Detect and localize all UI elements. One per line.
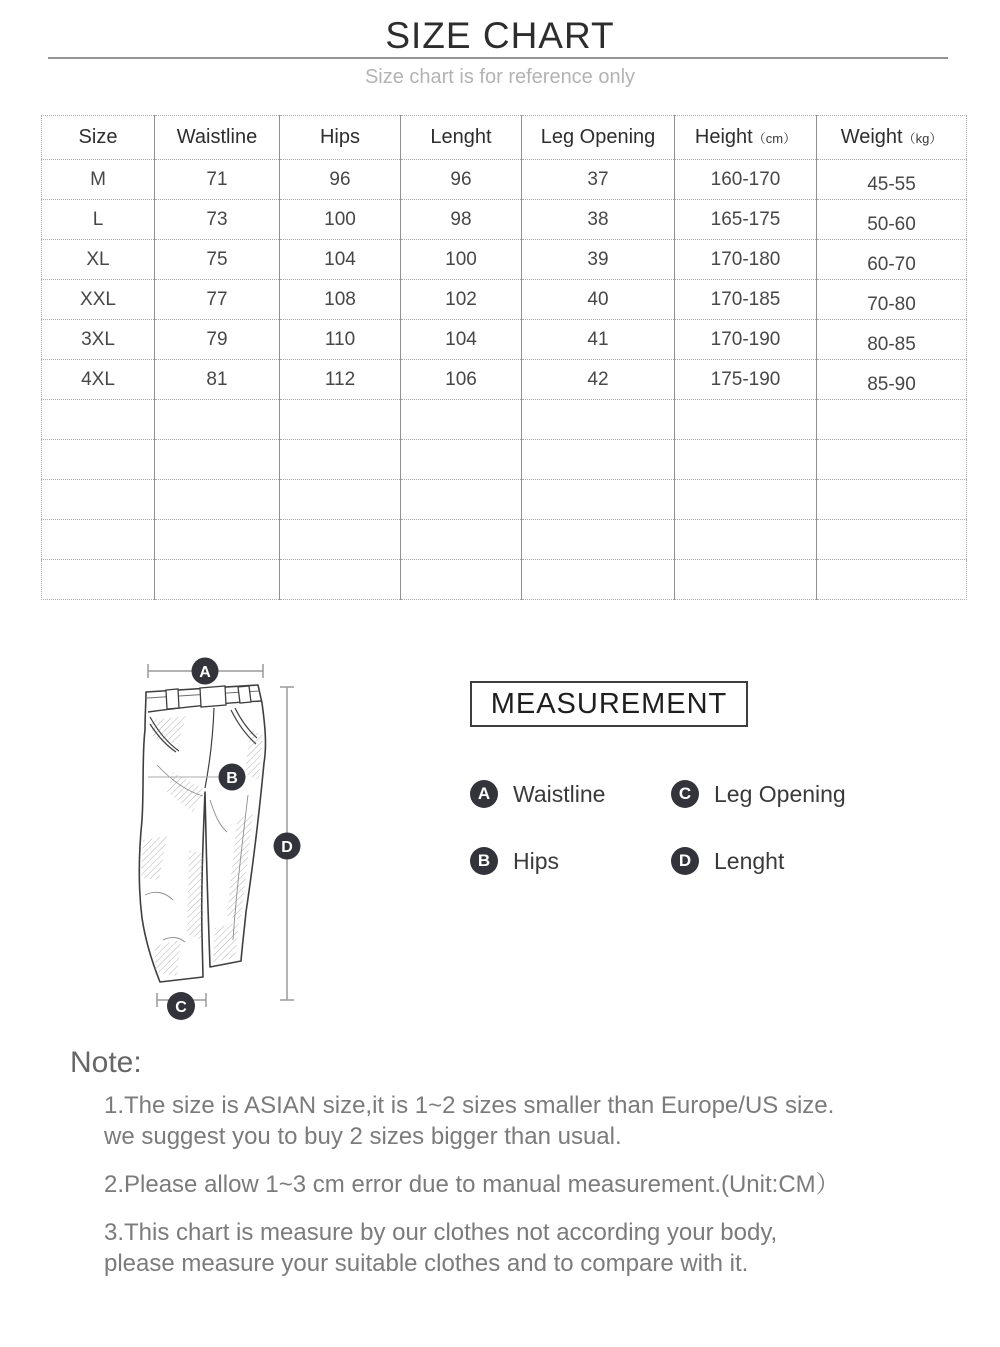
table-cell: 3XL xyxy=(42,320,155,360)
table-row xyxy=(42,280,967,320)
table-cell: 100 xyxy=(280,200,401,240)
diagram-badge-a xyxy=(192,658,219,685)
table-cell: 104 xyxy=(401,320,522,360)
empty-cell xyxy=(280,480,401,520)
column-header xyxy=(522,116,675,160)
table-cell: 165-175 xyxy=(675,200,817,240)
empty-cell xyxy=(401,560,522,600)
note-line: 2.Please allow 1~3 cm error due to manual measurement.(Unit:CM） xyxy=(104,1171,840,1198)
empty-cell xyxy=(817,520,967,560)
table-cell: 170-190 xyxy=(675,320,817,360)
table-cell: 79 xyxy=(155,320,280,360)
table-cell: 110 xyxy=(280,320,401,360)
column-header xyxy=(42,116,155,160)
note-list xyxy=(104,1090,974,1296)
empty-cell xyxy=(401,400,522,440)
pants-sketch xyxy=(139,685,265,982)
column-header-label: Size xyxy=(78,126,118,148)
svg-text:B: B xyxy=(226,770,238,787)
title-divider xyxy=(48,57,948,59)
empty-cell xyxy=(675,560,817,600)
column-header xyxy=(155,116,280,160)
table-cell: 112 xyxy=(280,360,401,400)
empty-cell xyxy=(42,440,155,480)
table-cell: 80-85 xyxy=(817,320,967,360)
note-line: 1.The size is ASIAN size,it is 1~2 sizes smaller than Europe/US size. xyxy=(104,1092,835,1119)
table-empty-row xyxy=(42,480,967,520)
legend-badge-d: D xyxy=(671,847,699,875)
column-header-label: Weight xyxy=(840,126,903,148)
legend-label: Waistline xyxy=(513,781,606,807)
legend-item-waistline xyxy=(470,780,671,847)
empty-cell xyxy=(522,520,675,560)
column-header-unit: （cm） xyxy=(752,131,797,146)
legend-badge-c: C xyxy=(671,780,699,808)
note-item xyxy=(104,1217,974,1279)
table-cell: 170-185 xyxy=(675,280,817,320)
table-empty-row xyxy=(42,400,967,440)
column-header-label: Lenght xyxy=(430,126,492,148)
table-cell: 77 xyxy=(155,280,280,320)
measurement-legend xyxy=(470,780,846,914)
table-row xyxy=(42,320,967,360)
column-header xyxy=(280,116,401,160)
empty-cell xyxy=(817,400,967,440)
table-cell: 108 xyxy=(280,280,401,320)
table-cell: 70-80 xyxy=(817,280,967,320)
diagram-badge-c xyxy=(167,992,195,1020)
table-cell: M xyxy=(42,160,155,200)
empty-cell xyxy=(42,520,155,560)
table-row xyxy=(42,160,967,200)
note-item xyxy=(104,1169,974,1200)
svg-text:A: A xyxy=(199,664,211,681)
empty-cell xyxy=(675,520,817,560)
table-cell: 40 xyxy=(522,280,675,320)
table-cell: XL xyxy=(42,240,155,280)
table-cell: 100 xyxy=(401,240,522,280)
table-cell: 38 xyxy=(522,200,675,240)
table-cell: 73 xyxy=(155,200,280,240)
column-header-label: Hips xyxy=(319,126,360,148)
column-header xyxy=(401,116,522,160)
table-cell: 39 xyxy=(522,240,675,280)
table-cell: 60-70 xyxy=(817,240,967,280)
diagram-badge-b xyxy=(219,764,246,791)
empty-cell xyxy=(280,400,401,440)
column-header-unit: （kg） xyxy=(902,131,943,146)
empty-cell xyxy=(522,440,675,480)
table-empty-row xyxy=(42,440,967,480)
legend-label: Leg Opening xyxy=(714,781,846,807)
table-row xyxy=(42,360,967,400)
empty-cell xyxy=(817,440,967,480)
empty-cell xyxy=(280,560,401,600)
column-header-label: Waistline xyxy=(176,126,258,148)
table-cell: 42 xyxy=(522,360,675,400)
empty-cell xyxy=(401,480,522,520)
empty-cell xyxy=(42,480,155,520)
empty-cell xyxy=(280,520,401,560)
note-heading: Note: xyxy=(70,1046,142,1079)
table-cell: L xyxy=(42,200,155,240)
empty-cell xyxy=(817,480,967,520)
table-cell: 160-170 xyxy=(675,160,817,200)
note-item xyxy=(104,1090,974,1152)
page-subtitle: Size chart is for reference only xyxy=(364,66,636,88)
diagram-badge-d xyxy=(274,833,301,860)
table-cell: 71 xyxy=(155,160,280,200)
legend-item-hips xyxy=(470,847,671,914)
column-header xyxy=(817,116,967,160)
empty-cell xyxy=(155,520,280,560)
empty-cell xyxy=(522,400,675,440)
empty-cell xyxy=(42,400,155,440)
column-header xyxy=(675,116,817,160)
table-cell: 50-60 xyxy=(817,200,967,240)
empty-cell xyxy=(817,560,967,600)
table-cell: 106 xyxy=(401,360,522,400)
table-empty-row xyxy=(42,560,967,600)
table-cell: 96 xyxy=(401,160,522,200)
empty-cell xyxy=(155,440,280,480)
note-line: we suggest you to buy 2 sizes bigger than usual. xyxy=(104,1123,622,1150)
table-cell: 170-180 xyxy=(675,240,817,280)
empty-cell xyxy=(522,560,675,600)
legend-item-lenght xyxy=(671,847,846,914)
empty-cell xyxy=(675,440,817,480)
table-cell: 81 xyxy=(155,360,280,400)
table-cell: 104 xyxy=(280,240,401,280)
empty-cell xyxy=(42,560,155,600)
page-title: SIZE CHART xyxy=(385,15,615,56)
empty-cell xyxy=(280,440,401,480)
table-cell: 175-190 xyxy=(675,360,817,400)
table-cell: 45-55 xyxy=(817,160,967,200)
empty-cell xyxy=(155,560,280,600)
table-cell: 96 xyxy=(280,160,401,200)
legend-badge-a: A xyxy=(470,780,498,808)
empty-cell xyxy=(401,440,522,480)
svg-text:D: D xyxy=(281,839,293,856)
table-cell: 75 xyxy=(155,240,280,280)
empty-cell xyxy=(401,520,522,560)
table-cell: 41 xyxy=(522,320,675,360)
table-cell: XXL xyxy=(42,280,155,320)
empty-cell xyxy=(155,480,280,520)
legend-label: Hips xyxy=(513,848,560,874)
table-empty-row xyxy=(42,520,967,560)
empty-cell xyxy=(675,400,817,440)
legend-badge-b: B xyxy=(470,847,498,875)
table-row xyxy=(42,240,967,280)
legend-item-leg-opening xyxy=(671,780,846,847)
note-line: please measure your suitable clothes and to compare with it. xyxy=(104,1250,749,1277)
table-cell: 85-90 xyxy=(817,360,967,400)
size-table xyxy=(41,115,967,600)
empty-cell xyxy=(522,480,675,520)
size-table-header-row xyxy=(42,116,967,160)
empty-cell xyxy=(675,480,817,520)
measurement-title: MEASUREMENT xyxy=(490,687,728,720)
table-row xyxy=(42,200,967,240)
measurement-title-box xyxy=(470,681,748,727)
pants-diagram xyxy=(115,640,335,1040)
table-cell: 98 xyxy=(401,200,522,240)
table-cell: 4XL xyxy=(42,360,155,400)
column-header-label: Leg Opening xyxy=(540,126,656,148)
svg-text:C: C xyxy=(175,999,187,1016)
legend-label: Lenght xyxy=(714,848,785,874)
table-cell: 102 xyxy=(401,280,522,320)
table-cell: 37 xyxy=(522,160,675,200)
column-header-label: Height xyxy=(694,126,753,148)
note-line: 3.This chart is measure by our clothes not according your body, xyxy=(104,1219,778,1246)
empty-cell xyxy=(155,400,280,440)
